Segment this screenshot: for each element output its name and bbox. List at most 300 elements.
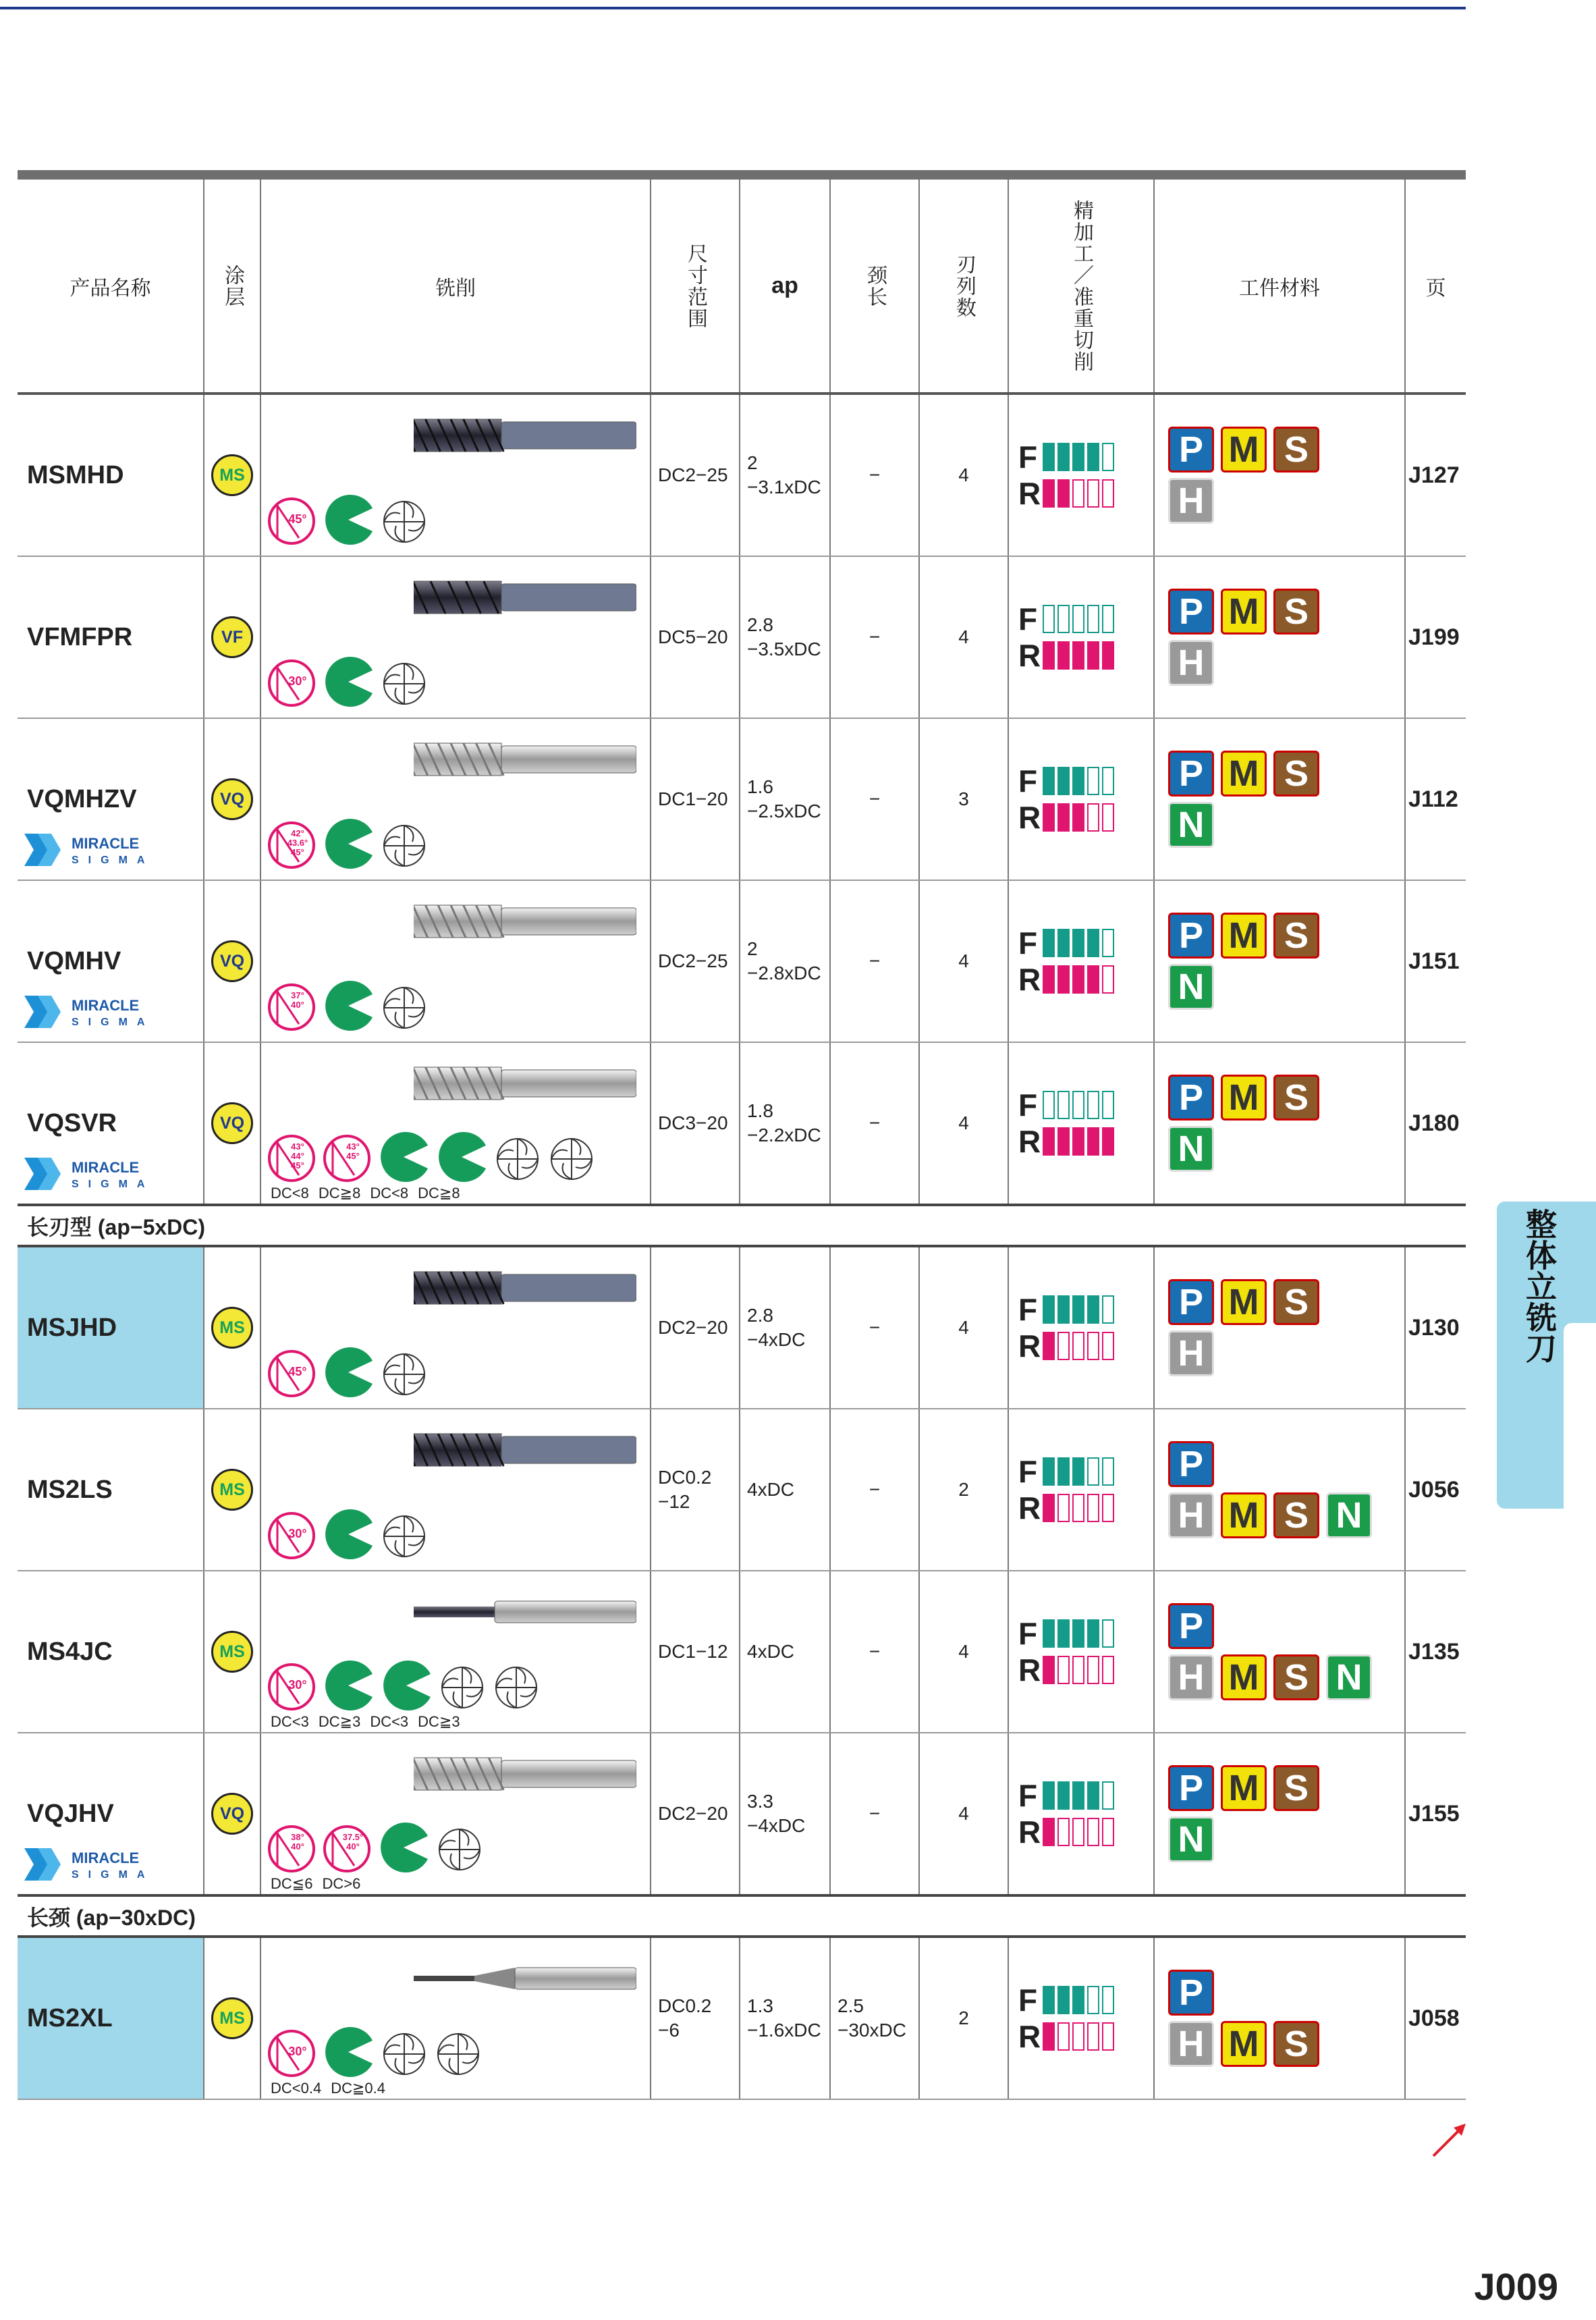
material-h-badge: H: [1168, 1654, 1214, 1700]
product-name-cell: [18, 880, 204, 1042]
svg-text:MIRACLE: MIRACLE: [72, 1159, 140, 1176]
rough-rating-cell: [1072, 2022, 1084, 2051]
ap-cell: [740, 1042, 830, 1205]
flutes-value: 4: [958, 1803, 969, 1824]
col-size: 尺寸范围: [651, 180, 740, 394]
material-row: [1168, 589, 1404, 635]
coating-cell: [204, 1733, 260, 1895]
product-row[interactable]: [18, 1937, 1466, 2099]
rough-rating: R: [1018, 799, 1153, 836]
material-n-badge: N: [1168, 802, 1214, 848]
neck-cell: [830, 556, 919, 718]
ap-value: 4xDC: [747, 1641, 795, 1662]
material-cell: [1154, 394, 1405, 556]
finish-rating-cell: [1057, 1619, 1070, 1648]
material-row: [1168, 1654, 1404, 1700]
material-p-badge: P: [1168, 1970, 1214, 2016]
finish-rating-cell: [1102, 1457, 1114, 1486]
end-view-icon: [492, 1663, 541, 1712]
rough-rating-cell: [1072, 1494, 1084, 1522]
flutes-value: 2: [958, 2007, 969, 2028]
helix-angle-icon: [322, 1133, 372, 1183]
finish-rough-cell: [1008, 1042, 1154, 1205]
svg-text:SIGMA: SIGMA: [72, 1179, 155, 1190]
svg-text:37°: 37°: [291, 990, 304, 1000]
material-row: [1168, 427, 1404, 473]
milling-cell: [260, 880, 651, 1042]
svg-text:44°: 44°: [291, 1151, 304, 1161]
finish-rating-cell: [1087, 605, 1099, 633]
product-name-cell: [18, 1042, 204, 1205]
finish-rating: F: [1018, 1615, 1153, 1652]
finish-rating-cell: [1072, 1781, 1084, 1810]
material-row: [1168, 964, 1404, 1010]
material-p-badge: P: [1168, 751, 1214, 797]
finish-rough-cell: [1008, 1409, 1154, 1571]
col-finish: 精加工／准重切削: [1008, 180, 1154, 394]
product-row[interactable]: [18, 1733, 1466, 1895]
milling-icons: [267, 1131, 596, 1183]
finish-rating-cell: [1072, 1457, 1084, 1486]
finish-rating: F: [1018, 763, 1153, 799]
rough-rating-cell: [1057, 1818, 1070, 1846]
neck-cell: [830, 1733, 919, 1895]
size-range: DC0.2 −12: [658, 1467, 712, 1512]
flutes-cell: [919, 1409, 1008, 1571]
svg-text:45°: 45°: [288, 512, 307, 526]
material-h-badge: H: [1168, 640, 1214, 686]
rough-rating-cell: [1043, 479, 1055, 508]
dc-captions: [271, 1713, 460, 1731]
product-name: VQMHZV: [27, 784, 137, 813]
finish-rating-cell: [1043, 767, 1055, 795]
rough-rating-cell: [1072, 1127, 1084, 1156]
product-row[interactable]: [18, 394, 1466, 556]
page-ref-link[interactable]: J058: [1408, 2005, 1460, 2031]
product-row[interactable]: [18, 1042, 1466, 1205]
corner-shape-icon: [435, 1131, 488, 1183]
material-s-badge: S: [1273, 589, 1319, 635]
milling-icons: [267, 1659, 541, 1712]
rough-rating-cell: [1057, 1127, 1070, 1156]
ap-value: 4xDC: [747, 1479, 795, 1500]
svg-text:40°: 40°: [291, 1841, 304, 1852]
end-view-icon: [380, 497, 429, 546]
product-name-cell: [18, 1246, 204, 1409]
ap-value: 2.8 −4xDC: [747, 1305, 806, 1350]
svg-text:30°: 30°: [288, 1527, 307, 1540]
rough-rating-cell: [1043, 965, 1055, 994]
next-arrow-icon[interactable]: [1429, 2120, 1470, 2160]
table-header: [18, 180, 1466, 394]
dc-caption: DC≧3: [418, 1713, 460, 1730]
size-range: DC2−20: [658, 1317, 728, 1338]
end-view-icon: [380, 983, 429, 1032]
endmill-image: [414, 1268, 636, 1312]
top-rule: [0, 7, 1466, 9]
finish-rating-cell: [1043, 1091, 1055, 1119]
corner-shape-icon: [322, 1508, 375, 1561]
page-ref-link[interactable]: J151: [1408, 948, 1460, 974]
product-row[interactable]: [18, 1571, 1466, 1733]
material-row: [1168, 2021, 1404, 2067]
material-n-badge: N: [1326, 1654, 1372, 1700]
page-ref-link[interactable]: J155: [1408, 1800, 1460, 1827]
rough-rating: R: [1018, 961, 1153, 998]
material-row: [1168, 1970, 1404, 2016]
coating-badge: MS: [211, 1997, 253, 2039]
helix-angle-icon: [267, 820, 317, 870]
material-cell: [1154, 718, 1405, 880]
material-p-badge: P: [1168, 427, 1214, 473]
flutes-cell: [919, 1042, 1008, 1205]
product-row[interactable]: [18, 1246, 1466, 1409]
ap-cell: [740, 394, 830, 556]
finish-rough-cell: [1008, 1571, 1154, 1733]
dc-caption: DC≧8: [318, 1185, 361, 1202]
product-name: VQMHV: [27, 946, 121, 975]
finish-rating-cell: [1102, 1295, 1114, 1324]
finish-rating-cell: [1057, 929, 1070, 957]
milling-icons: [267, 493, 429, 546]
milling-cell: [260, 1042, 651, 1205]
col-material: 工件材料: [1154, 180, 1405, 394]
ap-value: 1.3 −1.6xDC: [747, 1995, 821, 2041]
milling-icons: [267, 2026, 483, 2078]
svg-text:38°: 38°: [291, 1832, 304, 1842]
material-row: [1168, 1765, 1404, 1811]
size-range-cell: [651, 1042, 740, 1205]
endmill-image: [414, 1592, 636, 1636]
miracle-sigma-logo: [24, 832, 180, 867]
finish-rating-cell: [1087, 1457, 1099, 1486]
dc-captions: [271, 1185, 460, 1202]
svg-text:45°: 45°: [346, 1151, 360, 1161]
milling-icons: [267, 1508, 429, 1561]
finish-rating-cell: [1102, 1091, 1114, 1119]
dc-caption: DC<8: [271, 1185, 309, 1202]
coating-badge: VQ: [211, 778, 253, 820]
material-s-badge: S: [1273, 1279, 1319, 1325]
endmill-image: [414, 577, 636, 621]
neck-value: −: [869, 788, 881, 809]
material-row: [1168, 1330, 1404, 1376]
coating-badge: MS: [211, 454, 253, 496]
flutes-value: 3: [958, 788, 969, 809]
finish-rating-cell: [1043, 1781, 1055, 1810]
finish-rating-cell: [1057, 1986, 1070, 2014]
finish-rating: F: [1018, 1291, 1153, 1328]
ap-cell: [740, 1937, 830, 2099]
flutes-value: 4: [958, 950, 969, 971]
helix-angle-icon: [267, 496, 317, 546]
finish-rating-cell: [1102, 767, 1114, 795]
ap-cell: [740, 880, 830, 1042]
finish-rating: F: [1018, 1777, 1153, 1814]
material-cell: [1154, 1937, 1405, 2099]
svg-text:MIRACLE: MIRACLE: [72, 997, 140, 1014]
size-range: DC1−12: [658, 1641, 728, 1662]
product-name-cell: [18, 1571, 204, 1733]
page-ref-link[interactable]: J199: [1408, 624, 1460, 650]
endmill-image: [414, 1430, 636, 1474]
finish-rating-cell: [1087, 1986, 1099, 2014]
rough-rating-cell: [1102, 1818, 1114, 1846]
material-s-badge: S: [1273, 913, 1319, 959]
finish-rating-cell: [1043, 1457, 1055, 1486]
material-row: [1168, 802, 1404, 848]
rough-rating-cell: [1102, 2022, 1114, 2051]
finish-rating-cell: [1057, 605, 1070, 633]
rough-rating-cell: [1102, 1127, 1114, 1156]
corner-shape-icon: [322, 493, 375, 546]
material-s-badge: S: [1273, 427, 1319, 473]
material-m-badge: M: [1221, 1765, 1267, 1811]
size-range: DC5−20: [658, 626, 728, 647]
flutes-value: 2: [958, 1479, 969, 1500]
ap-value: 1.6 −2.5xDC: [747, 776, 821, 821]
rough-rating-cell: [1057, 1656, 1070, 1684]
product-row[interactable]: [18, 718, 1466, 880]
miracle-sigma-logo: [24, 1156, 180, 1191]
rough-rating: R: [1018, 1652, 1153, 1688]
rough-rating-cell: [1057, 1332, 1070, 1360]
size-range-cell: [651, 1733, 740, 1895]
finish-rating-cell: [1043, 605, 1055, 633]
size-range: DC3−20: [658, 1112, 728, 1133]
finish-rating-cell: [1057, 1295, 1070, 1324]
end-view-icon: [380, 821, 429, 870]
size-range: DC2−25: [658, 464, 728, 485]
material-row: [1168, 1279, 1404, 1325]
rough-rating-cell: [1087, 2022, 1099, 2051]
finish-rating-cell: [1043, 1986, 1055, 2014]
rough-rating-cell: [1087, 1127, 1099, 1156]
dc-caption: DC≧0.4: [331, 2080, 386, 2097]
finish-rating-cell: [1072, 605, 1084, 633]
size-range-cell: [651, 1409, 740, 1571]
product-name: VFMFPR: [27, 622, 133, 651]
rough-rating-cell: [1043, 1127, 1055, 1156]
finish-rating-cell: [1087, 1091, 1099, 1119]
rough-rating: R: [1018, 1490, 1153, 1526]
finish-rating-cell: [1043, 1295, 1055, 1324]
finish-rating-cell: [1043, 929, 1055, 957]
end-view-icon: [434, 2030, 483, 2078]
material-m-badge: M: [1221, 1654, 1267, 1700]
finish-rating: F: [1018, 439, 1153, 475]
page-ref-link[interactable]: J135: [1408, 1638, 1460, 1665]
end-view-icon: [438, 1663, 487, 1712]
endmill-image: [414, 415, 636, 459]
rough-rating-cell: [1087, 1656, 1099, 1684]
finish-rating-cell: [1072, 1986, 1084, 2014]
page-ref-cell[interactable]: [1405, 394, 1466, 556]
helix-angle-icon: [267, 2028, 317, 2078]
ap-value: 3.3 −4xDC: [747, 1791, 806, 1836]
material-row: [1168, 1492, 1404, 1538]
material-s-badge: S: [1273, 751, 1319, 797]
dc-caption: DC<3: [271, 1713, 309, 1730]
svg-text:45°: 45°: [291, 847, 304, 857]
ap-value: 2 −3.1xDC: [747, 452, 821, 497]
finish-rating-cell: [1087, 1619, 1099, 1648]
ap-cell: [740, 1246, 830, 1409]
side-tab-notch: [1564, 1323, 1596, 1519]
rough-rating-cell: [1043, 1818, 1055, 1846]
svg-text:MIRACLE: MIRACLE: [72, 835, 140, 852]
svg-text:MIRACLE: MIRACLE: [72, 1850, 140, 1866]
page-ref-cell[interactable]: [1405, 1733, 1466, 1895]
coating-cell: [204, 1042, 260, 1205]
neck-value: −: [869, 950, 881, 971]
finish-rating-cell: [1087, 1781, 1099, 1810]
material-row: [1168, 1816, 1404, 1862]
page-ref-cell[interactable]: [1405, 556, 1466, 718]
rough-rating-cell: [1087, 803, 1099, 832]
finish-rating-cell: [1072, 1295, 1084, 1324]
product-name-cell: [18, 1937, 204, 2099]
section-title: 长颈 (ap−30xDC): [18, 1895, 1466, 1937]
rough-rating-cell: [1087, 965, 1099, 994]
rough-rating-cell: [1057, 803, 1070, 832]
finish-rating-cell: [1087, 1295, 1099, 1324]
page-ref-link[interactable]: J130: [1408, 1314, 1460, 1341]
page-ref-link[interactable]: J180: [1408, 1110, 1460, 1136]
material-s-badge: S: [1273, 1765, 1319, 1811]
material-cell: [1154, 880, 1405, 1042]
section-title: 长刃型 (ap−5xDC): [18, 1205, 1466, 1246]
helix-angle-icon: [322, 1824, 372, 1874]
corner-shape-icon: [377, 1821, 430, 1874]
material-cell: [1154, 1571, 1405, 1733]
size-range: DC0.2 −6: [658, 1995, 712, 2041]
corner-shape-icon: [322, 979, 375, 1032]
material-h-badge: H: [1168, 1330, 1214, 1376]
rough-rating-cell: [1072, 1656, 1084, 1684]
page-ref-cell[interactable]: [1405, 1246, 1466, 1409]
rough-rating-cell: [1102, 1332, 1114, 1360]
material-s-badge: S: [1273, 1654, 1319, 1700]
rough-rating: R: [1018, 637, 1153, 674]
size-range: DC1−20: [658, 788, 728, 809]
rough-rating-cell: [1087, 641, 1099, 670]
product-row[interactable]: [18, 556, 1466, 718]
rough-rating-cell: [1102, 479, 1114, 508]
rough-rating-cell: [1072, 1332, 1084, 1360]
material-h-badge: H: [1168, 478, 1214, 524]
helix-angle-icon: [267, 1511, 317, 1561]
ap-cell: [740, 556, 830, 718]
finish-rough-cell: [1008, 880, 1154, 1042]
dc-caption: DC≦6: [271, 1875, 313, 1892]
svg-text:40°: 40°: [291, 1000, 304, 1010]
page-ref-cell[interactable]: [1405, 1571, 1466, 1733]
material-h-badge: H: [1168, 2021, 1214, 2067]
product-name: MSMHD: [27, 460, 124, 489]
finish-rating-cell: [1087, 929, 1099, 957]
material-row: [1168, 478, 1404, 524]
dc-caption: DC<8: [370, 1185, 409, 1202]
rough-rating-cell: [1043, 803, 1055, 832]
coating-badge: VQ: [211, 1793, 253, 1835]
milling-cell: [260, 1409, 651, 1571]
material-row: [1168, 1603, 1404, 1649]
size-range-cell: [651, 1937, 740, 2099]
rough-rating-cell: [1087, 1818, 1099, 1846]
page-ref-cell[interactable]: [1405, 718, 1466, 880]
dc-caption: DC≧8: [418, 1185, 460, 1202]
coating-cell: [204, 718, 260, 880]
finish-rating-cell: [1102, 443, 1114, 471]
finish-rating: F: [1018, 601, 1153, 637]
material-row: [1168, 1126, 1404, 1172]
material-m-badge: M: [1221, 751, 1267, 797]
coating-cell: [204, 880, 260, 1042]
coating-cell: [204, 1571, 260, 1733]
neck-cell: [830, 394, 919, 556]
neck-cell: [830, 1571, 919, 1733]
finish-rating-cell: [1043, 1619, 1055, 1648]
side-tab-label: 整体立铣刀: [1522, 1208, 1557, 1364]
rough-rating-cell: [1043, 2022, 1055, 2051]
corner-shape-icon: [377, 1131, 430, 1183]
side-index-tab[interactable]: [1497, 1202, 1596, 1509]
rough-rating: R: [1018, 475, 1153, 512]
page-ref-link[interactable]: J112: [1408, 786, 1458, 812]
ap-value: 1.8 −2.2xDC: [747, 1100, 821, 1145]
neck-value: −: [869, 1803, 881, 1824]
product-name-cell: [18, 394, 204, 556]
material-s-badge: S: [1273, 1492, 1319, 1538]
svg-text:37.5°: 37.5°: [342, 1832, 364, 1842]
page-ref-link[interactable]: J056: [1408, 1476, 1460, 1503]
finish-rating-cell: [1072, 1091, 1084, 1119]
coating-badge: MS: [211, 1631, 253, 1673]
coating-cell: [204, 394, 260, 556]
end-view-icon: [380, 2030, 429, 2078]
finish-rating-cell: [1102, 929, 1114, 957]
ap-cell: [740, 1409, 830, 1571]
rough-rating: R: [1018, 1814, 1153, 1850]
milling-icons: [267, 1346, 429, 1399]
svg-text:45°: 45°: [288, 1365, 307, 1378]
finish-rating-cell: [1072, 929, 1084, 957]
page-ref-cell[interactable]: [1405, 1937, 1466, 2099]
rough-rating-cell: [1057, 641, 1070, 670]
svg-text:30°: 30°: [288, 2045, 307, 2058]
material-p-badge: P: [1168, 1603, 1214, 1649]
page-ref-cell[interactable]: [1405, 1042, 1466, 1205]
page-number: J009: [1474, 2265, 1558, 2308]
corner-shape-icon: [380, 1659, 433, 1712]
product-row[interactable]: [18, 1409, 1466, 1571]
helix-angle-icon: [267, 1133, 317, 1183]
col-milling: 铣削: [260, 180, 651, 394]
flutes-value: 4: [958, 1641, 969, 1662]
product-table: [18, 170, 1466, 2100]
material-m-badge: M: [1221, 1075, 1267, 1121]
page-ref-cell[interactable]: [1405, 1409, 1466, 1571]
endmill-image: [414, 1958, 636, 2002]
end-view-icon: [547, 1135, 596, 1183]
page-ref-link[interactable]: J127: [1408, 462, 1460, 488]
page-ref-cell[interactable]: [1405, 880, 1466, 1042]
product-name: VQJHV: [27, 1799, 114, 1828]
material-row: [1168, 1075, 1404, 1121]
miracle-sigma-logo: [24, 994, 180, 1029]
product-row[interactable]: [18, 880, 1466, 1042]
